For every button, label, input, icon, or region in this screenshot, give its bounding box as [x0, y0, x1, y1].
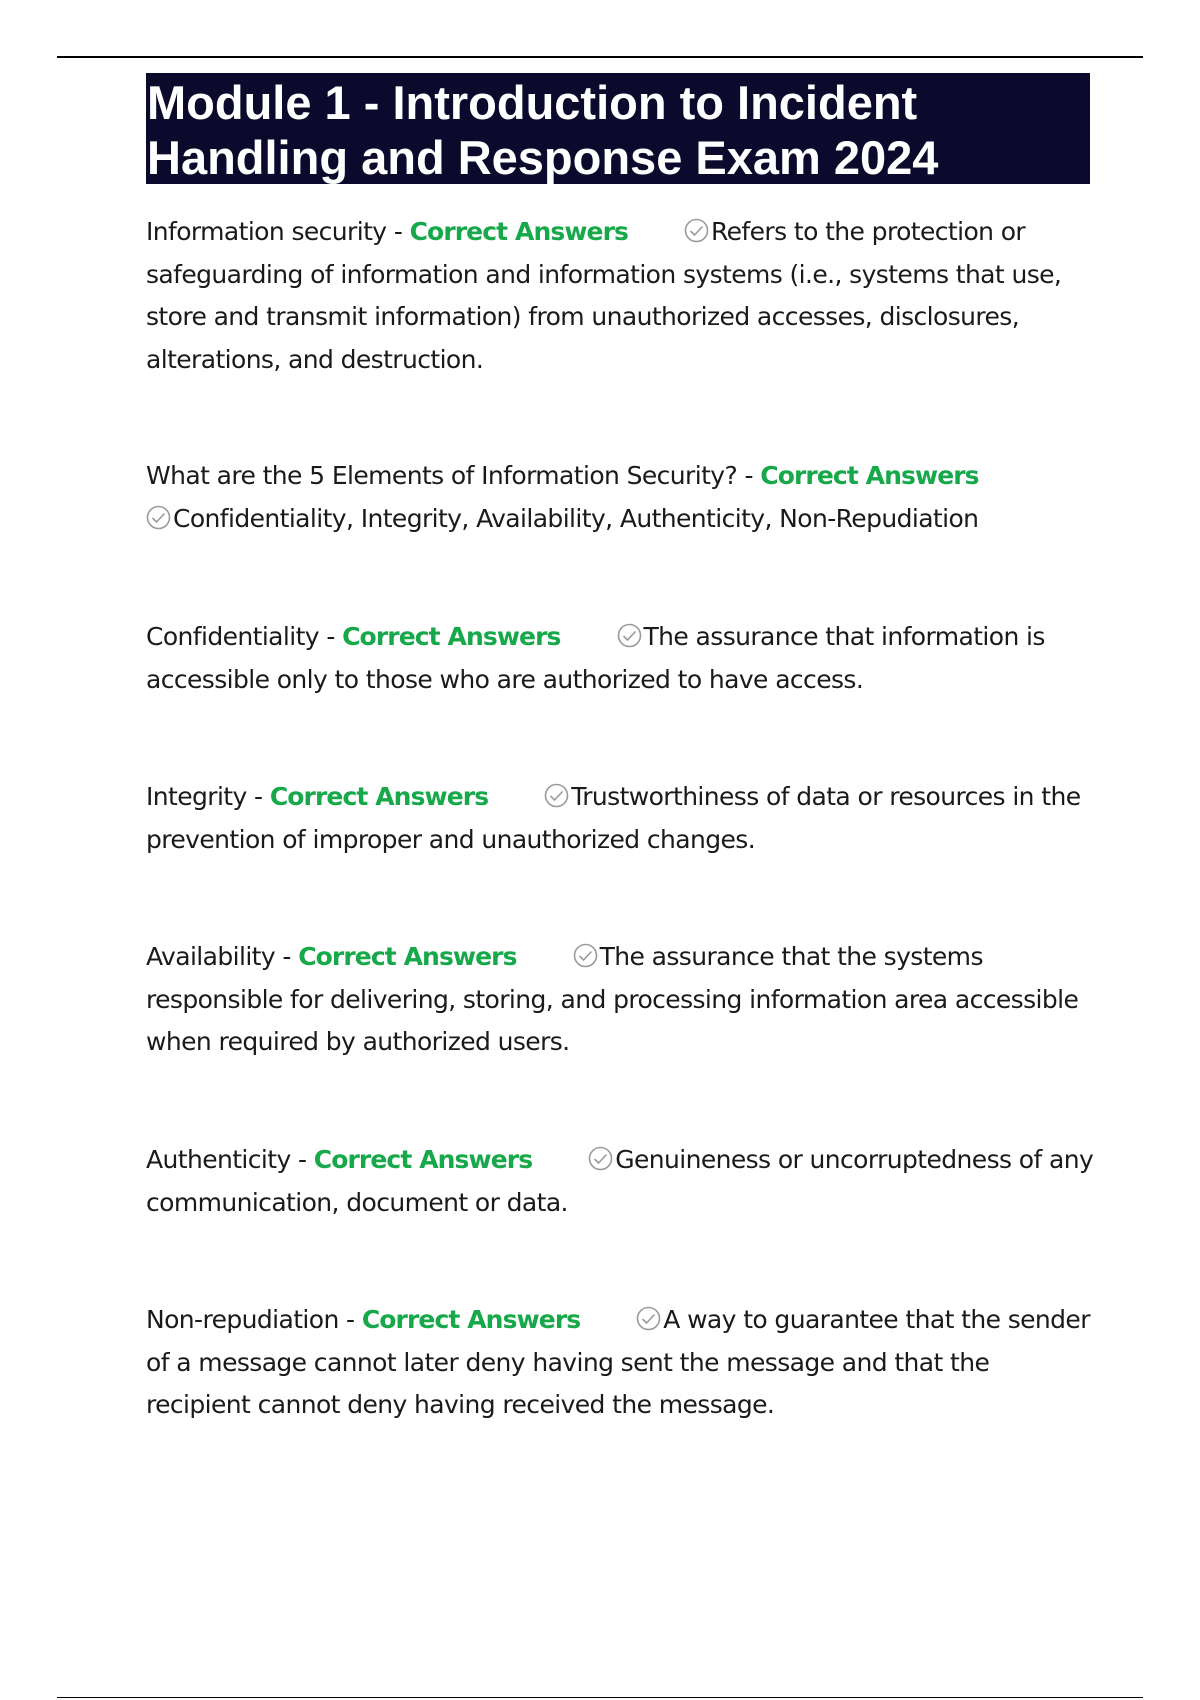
- answer-text: Refers to the protection or safeguarding of information and information systems (i.e., systems that use, store and transmit information) from unauthorized accesses, disclosures, alterations, and destruction.: [146, 217, 1062, 374]
- check-circle-icon: [146, 505, 171, 530]
- correct-answers-tag: Correct Answers: [361, 1305, 581, 1334]
- title-line-1: Module 1 - Introduction to Incident: [147, 76, 918, 129]
- question-text: Integrity -: [146, 782, 270, 811]
- check-circle-icon: [636, 1306, 661, 1331]
- answer-text: The assurance that information is accessible only to those who are authorized to have access.: [146, 622, 1045, 694]
- check-circle-icon: [684, 218, 709, 243]
- correct-answers-tag: Correct Answers: [313, 1145, 533, 1174]
- check-circle-icon: [588, 1146, 613, 1171]
- correct-answers-tag: Correct Answers: [269, 782, 489, 811]
- qa-item-non-repudiation: [146, 1299, 1096, 1427]
- document-title: [146, 73, 1090, 184]
- correct-answers-tag: Correct Answers: [409, 217, 628, 246]
- question-text: Information security -: [146, 217, 410, 246]
- correct-answers-tag: Correct Answers: [342, 622, 561, 651]
- answer-text: A way to guarantee that the sender of a message cannot later deny having sent the message and that the recipient cannot deny having received the message.: [146, 1305, 1090, 1419]
- correct-answers-tag: Correct Answers: [298, 942, 517, 971]
- question-text: Non-repudiation -: [146, 1305, 362, 1334]
- answer-text: Confidentiality, Integrity, Availability, Authenticity, Non-Repudiation: [173, 503, 979, 533]
- qa-item-five-elements: [146, 455, 1096, 540]
- check-circle-icon: [573, 943, 598, 968]
- top-rule: [57, 56, 1143, 58]
- qa-item-integrity: [146, 776, 1096, 861]
- qa-item-authenticity: [146, 1139, 1096, 1224]
- question-text: What are the 5 Elements of Information Security? -: [146, 461, 761, 490]
- answer-text: Genuineness or uncorruptedness of any communication, document or data.: [146, 1145, 1094, 1217]
- question-text: Availability -: [146, 942, 299, 971]
- qa-item-availability: [146, 936, 1096, 1064]
- answer-text: Trustworthiness of data or resources in the prevention of improper and unauthorized changes.: [146, 782, 1081, 854]
- check-circle-icon: [544, 783, 569, 808]
- correct-answers-tag: Correct Answers: [760, 461, 979, 490]
- question-text: Authenticity -: [146, 1145, 314, 1174]
- title-line-2: Handling and Response Exam 2024: [147, 131, 939, 184]
- bottom-rule: [57, 1697, 1143, 1698]
- qa-item-information-security: [146, 211, 1096, 381]
- check-circle-icon: [617, 623, 642, 648]
- qa-item-confidentiality: [146, 616, 1096, 701]
- question-text: Confidentiality -: [146, 622, 343, 651]
- answer-text: The assurance that the systems responsible for delivering, storing, and processing information area accessible when required by authorized users.: [146, 942, 1079, 1056]
